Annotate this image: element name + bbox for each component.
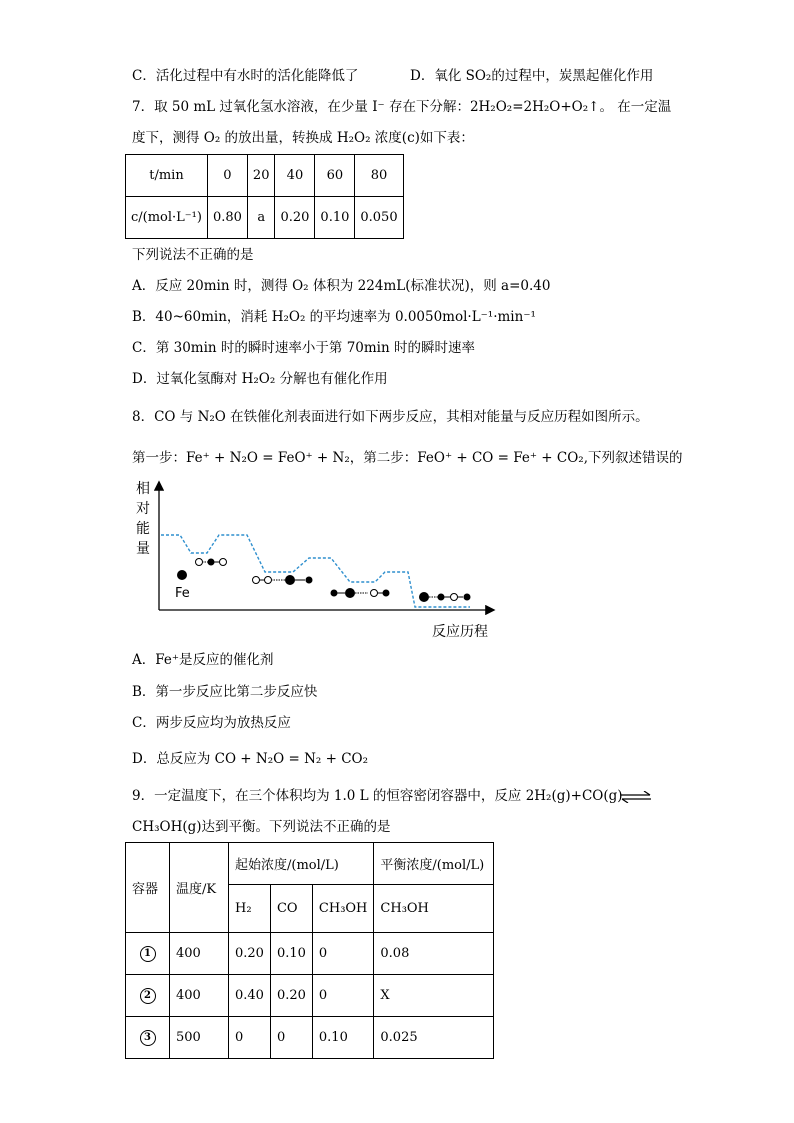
q7-option-d: D．过氧化氢酶对 H₂O₂ 分解也有催化作用 xyxy=(132,371,388,387)
table-row xyxy=(126,933,494,975)
row-h2: 0 xyxy=(229,1017,271,1059)
q7-stem-line2: 度下，测得 O₂ 的放出量，转换成 H₂O₂ 浓度(c)如下表： xyxy=(132,130,474,146)
q7-table-t3: 60 xyxy=(315,155,355,197)
q9-subheader-eq-ch3oh: CH₃OH xyxy=(374,885,494,933)
q6-option-c: C．活化过程中有水时的活化能降低了 xyxy=(132,68,359,84)
q7-table-t0: 0 xyxy=(207,155,247,197)
table-row xyxy=(126,1017,494,1059)
q9-subheader-h2: H₂ xyxy=(229,885,271,933)
q6-option-d: D．氧化 SO₂的过程中，炭黑起催化作用 xyxy=(410,68,654,84)
container-number: 2 xyxy=(140,988,156,1004)
q9-header-equilibrium: 平衡浓度/(mol/L) xyxy=(374,843,494,885)
energy-profile-diagram xyxy=(125,475,505,645)
row-h2: 0.40 xyxy=(229,975,271,1017)
row-ch3oh: 0 xyxy=(312,933,374,975)
q7-table-row1-header: t/min xyxy=(126,155,208,197)
row-temp: 400 xyxy=(170,975,229,1017)
row-eq: X xyxy=(374,975,494,1017)
q8-option-b: B．第一步反应比第二步反应快 xyxy=(132,684,318,700)
n2-feo-species xyxy=(253,575,313,585)
row-h2: 0.20 xyxy=(229,933,271,975)
row-eq: 0.025 xyxy=(374,1017,494,1059)
y-label-char-4: 量 xyxy=(136,541,150,557)
fe-ion-species xyxy=(177,570,187,580)
q7-table-t4: 80 xyxy=(355,155,403,197)
reversible-arrow-icon xyxy=(620,791,652,803)
q9-header-initial: 起始浓度/(mol/L) xyxy=(229,843,374,885)
q7-stem-line1: 7．取 50 mL 过氧化氢水溶液，在少量 I⁻ 存在下分解：2H₂O₂=2H₂O+O₂↑。 在一定温 xyxy=(132,99,672,115)
q7-table-t2: 40 xyxy=(275,155,315,197)
q8-stem: 8．CO 与 N₂O 在铁催化剂表面进行如下两步反应，其相对能量与反应历程如图所示。 xyxy=(132,409,649,425)
q8-steps: 第一步：Fe⁺ + N₂O = FeO⁺ + N₂，第二步：FeO⁺ + CO = Fe⁺ + CO₂,下列叙述错误的 xyxy=(132,450,683,466)
q9-stem-line1: 9．一定温度下，在三个体积均为 1.0 L 的恒容密闭容器中，反应 2H₂(g)+CO(g) xyxy=(132,788,623,804)
q9-header-container: 容器 xyxy=(126,843,170,933)
fe-co2-species xyxy=(419,592,471,602)
q7-option-c: C．第 30min 时的瞬时速率小于第 70min 时的瞬时速率 xyxy=(132,340,475,356)
row-co: 0.10 xyxy=(270,933,312,975)
q7-table-row2-header: c/(mol·L⁻¹) xyxy=(126,197,208,239)
fe-label: Fe xyxy=(175,586,190,601)
q7-option-a: A．反应 20min 时，测得 O₂ 体积为 224mL(标准状况)，则 a=0.40 xyxy=(132,278,551,294)
q7-option-b: B．40~60min，消耗 H₂O₂ 的平均速率为 0.0050mol·L⁻¹·min⁻¹ xyxy=(132,309,536,325)
q7-table-c1: a xyxy=(247,197,275,239)
q9-stem-line2: CH₃OH(g)达到平衡。下列说法不正确的是 xyxy=(132,819,391,835)
q7-question: 下列说法不正确的是 xyxy=(132,247,254,263)
row-co: 0.20 xyxy=(270,975,312,1017)
row-ch3oh: 0.10 xyxy=(312,1017,374,1059)
x-axis-label: 反应历程 xyxy=(432,624,488,640)
q7-table-c4: 0.050 xyxy=(355,197,403,239)
q8-option-d: D．总反应为 CO + N₂O = N₂ + CO₂ xyxy=(132,751,369,767)
q8-option-a: A．Fe⁺是反应的催化剂 xyxy=(132,652,274,668)
q7-table-c0: 0.80 xyxy=(207,197,247,239)
q8-option-c: C．两步反应均为放热反应 xyxy=(132,715,291,731)
container-number: 3 xyxy=(140,1030,156,1046)
q7-table-t1: 20 xyxy=(247,155,275,197)
row-temp: 500 xyxy=(170,1017,229,1059)
n2o-species xyxy=(196,559,227,566)
q9-header-temp: 温度/K xyxy=(170,843,229,933)
table-row xyxy=(126,975,494,1017)
row-temp: 400 xyxy=(170,933,229,975)
co-feo-species xyxy=(331,588,390,598)
q7-table-c3: 0.10 xyxy=(315,197,355,239)
y-label-char-2: 对 xyxy=(136,501,150,517)
q9-subheader-ch3oh: CH₃OH xyxy=(312,885,374,933)
q7-table-c2: 0.20 xyxy=(275,197,315,239)
y-label-char-1: 相 xyxy=(136,481,150,497)
q7-table xyxy=(125,154,404,239)
row-eq: 0.08 xyxy=(374,933,494,975)
q9-table xyxy=(125,842,494,1059)
row-ch3oh: 0 xyxy=(312,975,374,1017)
y-label-char-3: 能 xyxy=(136,521,150,537)
q9-subheader-co: CO xyxy=(270,885,312,933)
container-number: 1 xyxy=(140,946,156,962)
row-co: 0 xyxy=(270,1017,312,1059)
